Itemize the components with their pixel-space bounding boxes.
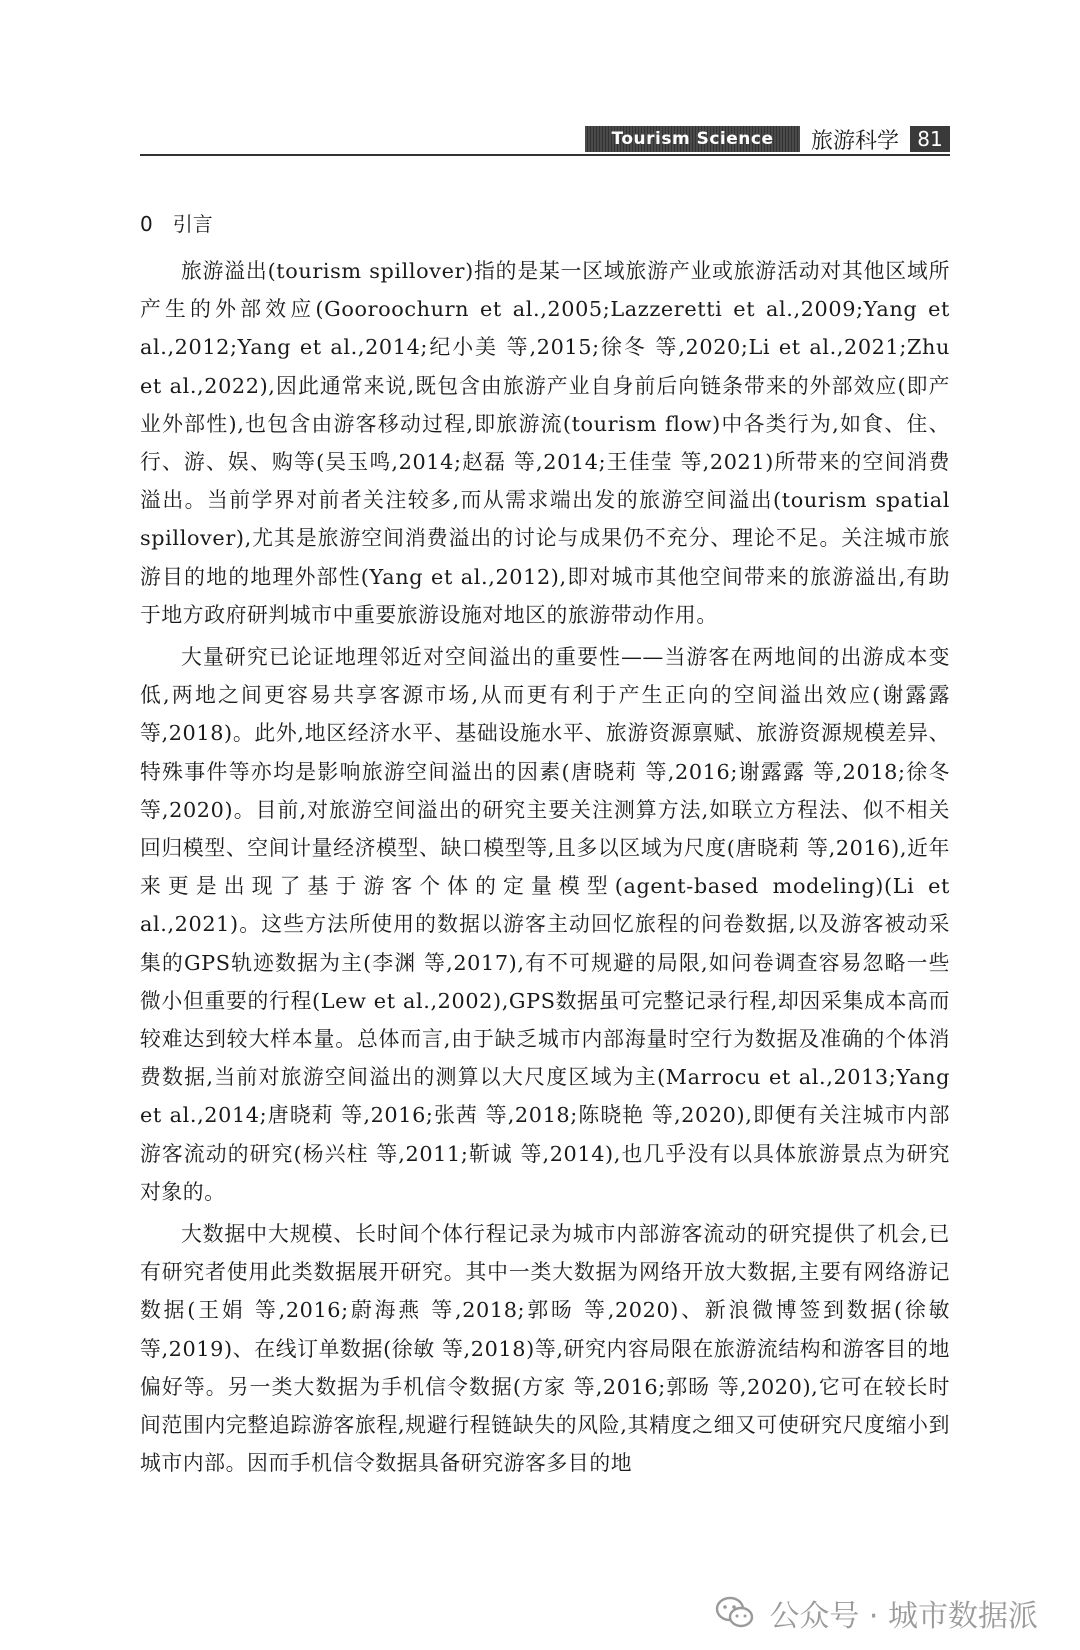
page-number: 81 [910,126,950,152]
section-title: 引言 [172,212,213,236]
journal-name-en: Tourism Science [585,126,800,152]
section-number: 0 [140,212,153,236]
running-header [140,126,950,156]
section-heading [140,208,213,237]
body-text [140,252,950,1487]
paragraph: 大量研究已论证地理邻近对空间溢出的重要性——当游客在两地间的出游成本变低,两地之间更容易共享客源市场,从而更有利于产生正向的空间溢出效应(谢露露 等,2018)。此外,地区经济水平、基础设施水平、旅游资源禀赋、旅游资源规模差异、特殊事件等亦均是影响旅游空间溢出的因素(唐晓莉 等,2016;谢露露 等,2018;徐冬 等,2020)。目前,对旅游空间溢出的研究主要关注测算方法,如联立方程法、似不相关回归模型、空间计量经济模型、缺口模型等,且多以区域为尺度(唐晓莉 等,2016),近年来更是出现了基于游客个体的定量模型(agent-based modeling)(Li et al.,2021)。这些方法所使用的数据以游客主动回忆旅程的问卷数据,以及游客被动采集的GPS轨迹数据为主(李渊 等,2017),有不可规避的局限,如问卷调查容易忽略一些微小但重要的行程(Lew et al.,2002),GPS数据虽可完整记录行程,却因采集成本高而较难达到较大样本量。总体而言,由于缺乏城市内部海量时空行为数据及准确的个体消费数据,当前对旅游空间溢出的测算以大尺度区域为主(Marrocu et al.,2013;Yang et al.,2014;唐晓莉 等,2016;张茜 等,2018;陈晓艳 等,2020),即便有关注城市内部游客流动的研究(杨兴柱 等,2011;靳诚 等,2014),也几乎没有以具体旅游景点为研究对象的。 [140,645,950,1204]
wechat-icon [715,1596,755,1630]
paragraph: 旅游溢出(tourism spillover)指的是某一区域旅游产业或旅游活动对其他区域所产生的外部效应(Gooroochurn et al.,2005;Lazzeretti et al.,2009;Yang et al.,2012;Yang et al.,2014;纪小美 等,2015;徐冬 等,2020;Li et al.,2021;Zhu et al.,2022),因此通常来说,既包含由旅游产业自身前后向链条带来的外部效应(即产业外部性),也包含由游客移动过程,即旅游流(tourism flow)中各类行为,如食、住、行、游、娱、购等(吴玉鸣,2014;赵磊 等,2014;王佳莹 等,2021)所带来的空间消费溢出。当前学界对前者关注较多,而从需求端出发的旅游空间溢出(tourism spatial spillover),尤其是旅游空间消费溢出的讨论与成果仍不充分、理论不足。关注城市旅游目的地的地理外部性(Yang et al.,2012),即对城市其他空间带来的旅游溢出,有助于地方政府研判城市中重要旅游设施对地区的旅游带动作用。 [140,259,950,627]
watermark [715,1593,1038,1633]
header-rule [140,154,950,156]
watermark-text: 公众号 · 城市数据派 [769,1599,1038,1634]
journal-name-cn: 旅游科学 [810,128,899,154]
paragraph: 大数据中大规模、长时间个体行程记录为城市内部游客流动的研究提供了机会,已有研究者使用此类数据展开研究。其中一类大数据为网络开放大数据,主要有网络游记数据(王娟 等,2016;蔚海燕 等,2018;郭旸 等,2020)、新浪微博签到数据(徐敏 等,2019)、在线订单数据(徐敏 等,2018)等,研究内容局限在旅游流结构和游客目的地偏好等。另一类大数据为手机信令数据(方家 等,2016;郭旸 等,2020),它可在较长时间范围内完整追踪游客旅程,规避行程链缺失的风险,其精度之细又可使研究尺度缩小到城市内部。因而手机信令数据具备研究游客多目的地 [140,1222,950,1476]
